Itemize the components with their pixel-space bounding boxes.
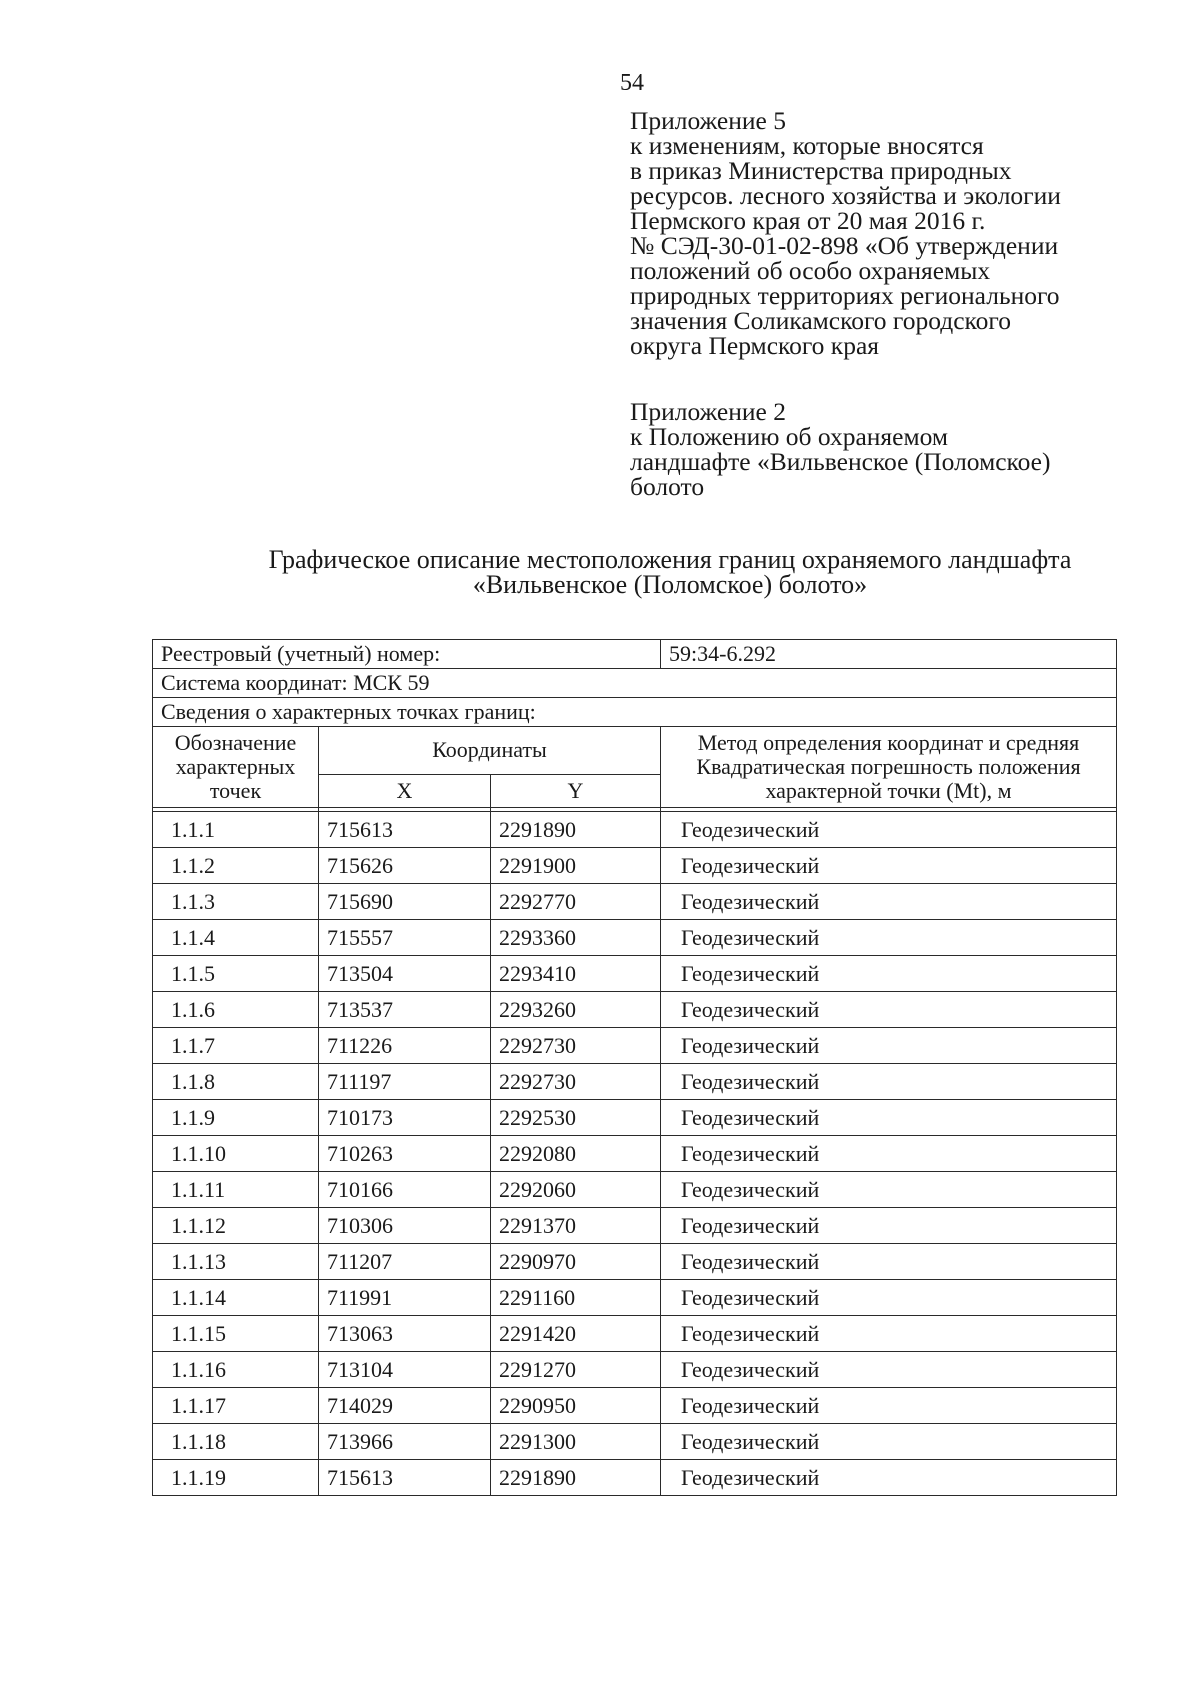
appendix-5-line: округа Пермского края <box>630 331 879 360</box>
point-x: 715626 <box>319 848 491 884</box>
point-name: 1.1.17 <box>153 1388 319 1424</box>
appendix-5-line: Пермского края от 20 мая 2016 г. <box>630 206 986 235</box>
point-name: 1.1.16 <box>153 1352 319 1388</box>
registry-value: 59:34-6.292 <box>661 640 1117 669</box>
point-name: 1.1.3 <box>153 884 319 920</box>
appendix-5-line: № СЭД-30-01-02-898 «Об утверждении <box>630 231 1059 260</box>
point-y: 2290970 <box>491 1244 661 1280</box>
table-row <box>153 884 1117 920</box>
header-designation: Обозначение характерных точек <box>153 727 319 808</box>
table-row <box>153 1028 1117 1064</box>
table-row <box>153 812 1117 848</box>
point-method: Геодезический <box>661 992 1117 1028</box>
point-x: 713504 <box>319 956 491 992</box>
point-name: 1.1.5 <box>153 956 319 992</box>
point-method: Геодезический <box>661 848 1117 884</box>
appendix-5-line: ресурсов. лесного хозяйства и экологии <box>630 181 1061 210</box>
point-y: 2292770 <box>491 884 661 920</box>
point-y: 2291300 <box>491 1424 661 1460</box>
point-x: 713537 <box>319 992 491 1028</box>
point-x: 710166 <box>319 1172 491 1208</box>
table-row <box>153 992 1117 1028</box>
table-row <box>153 956 1117 992</box>
point-name: 1.1.10 <box>153 1136 319 1172</box>
point-method: Геодезический <box>661 812 1117 848</box>
document-title <box>150 547 1190 597</box>
point-x: 715613 <box>319 1460 491 1496</box>
point-name: 1.1.6 <box>153 992 319 1028</box>
point-y: 2291270 <box>491 1352 661 1388</box>
point-name: 1.1.15 <box>153 1316 319 1352</box>
point-method: Геодезический <box>661 1028 1117 1064</box>
point-method: Геодезический <box>661 1244 1117 1280</box>
table-row <box>153 1136 1117 1172</box>
point-y: 2291900 <box>491 848 661 884</box>
point-y: 2291160 <box>491 1280 661 1316</box>
point-method: Геодезический <box>661 956 1117 992</box>
table-row <box>153 1100 1117 1136</box>
table-row <box>153 920 1117 956</box>
table-row <box>153 1352 1117 1388</box>
point-y: 2293360 <box>491 920 661 956</box>
point-method: Геодезический <box>661 1208 1117 1244</box>
point-x: 715690 <box>319 884 491 920</box>
point-method: Геодезический <box>661 1316 1117 1352</box>
point-name: 1.1.14 <box>153 1280 319 1316</box>
point-method: Геодезический <box>661 884 1117 920</box>
appendix-5-line: положений об особо охраняемых <box>630 256 991 285</box>
appendix-5-line: значения Соликамского городского <box>630 306 1011 335</box>
point-x: 711197 <box>319 1064 491 1100</box>
point-x: 714029 <box>319 1388 491 1424</box>
point-y: 2291370 <box>491 1208 661 1244</box>
point-x: 711226 <box>319 1028 491 1064</box>
appendix-5-header <box>630 108 1190 358</box>
point-x: 715557 <box>319 920 491 956</box>
table-row <box>153 1172 1117 1208</box>
point-name: 1.1.11 <box>153 1172 319 1208</box>
point-method: Геодезический <box>661 920 1117 956</box>
appendix-5-line: к изменениям, которые вносятся <box>630 131 984 160</box>
point-method: Геодезический <box>661 1388 1117 1424</box>
appendix-2-header <box>630 399 1190 499</box>
point-method: Геодезический <box>661 1424 1117 1460</box>
point-x: 710173 <box>319 1100 491 1136</box>
page-number: 54 <box>620 70 644 96</box>
appendix-2-line: Приложение 2 <box>630 397 786 426</box>
point-y: 2293260 <box>491 992 661 1028</box>
point-y: 2292080 <box>491 1136 661 1172</box>
coord-system: Система координат: МСК 59 <box>153 669 1117 698</box>
points-info: Сведения о характерных точках границ: <box>153 698 1117 727</box>
registry-row <box>153 640 1117 669</box>
point-name: 1.1.13 <box>153 1244 319 1280</box>
point-y: 2292730 <box>491 1028 661 1064</box>
point-x: 710306 <box>319 1208 491 1244</box>
header-coordinates: Координаты <box>319 727 661 775</box>
point-name: 1.1.19 <box>153 1460 319 1496</box>
point-y: 2290950 <box>491 1388 661 1424</box>
point-method: Геодезический <box>661 1136 1117 1172</box>
coord-system-row <box>153 669 1117 698</box>
table-row <box>153 1244 1117 1280</box>
point-x: 710263 <box>319 1136 491 1172</box>
header-y: Y <box>491 774 661 807</box>
header-x: X <box>319 774 491 807</box>
boundary-points-table <box>152 639 1117 1496</box>
header-row-1 <box>153 727 1117 775</box>
point-y: 2292060 <box>491 1172 661 1208</box>
point-name: 1.1.9 <box>153 1100 319 1136</box>
point-y: 2291890 <box>491 812 661 848</box>
point-x: 713104 <box>319 1352 491 1388</box>
point-y: 2291420 <box>491 1316 661 1352</box>
point-method: Геодезический <box>661 1100 1117 1136</box>
point-name: 1.1.4 <box>153 920 319 956</box>
appendix-5-line: в приказ Министерства природных <box>630 156 1012 185</box>
document-title-line-1: Графическое описание местоположения границ охраняемого ландшафта <box>268 545 1072 574</box>
document-title-line-2: «Вильвенское (Поломское) болото» <box>472 570 868 599</box>
point-method: Геодезический <box>661 1280 1117 1316</box>
point-name: 1.1.12 <box>153 1208 319 1244</box>
table-row <box>153 1064 1117 1100</box>
point-method: Геодезический <box>661 1064 1117 1100</box>
table-row <box>153 1208 1117 1244</box>
appendix-5-line: природных территориях регионального <box>630 281 1060 310</box>
appendix-2-line: ландшафте «Вильвенское (Поломское) <box>630 447 1051 476</box>
point-y: 2292530 <box>491 1100 661 1136</box>
point-name: 1.1.18 <box>153 1424 319 1460</box>
point-x: 711991 <box>319 1280 491 1316</box>
point-name: 1.1.2 <box>153 848 319 884</box>
registry-label: Реестровый (учетный) номер: <box>153 640 661 669</box>
point-name: 1.1.7 <box>153 1028 319 1064</box>
point-x: 713966 <box>319 1424 491 1460</box>
header-method: Метод определения координат и средняя Квадратическая погрешность положения характерной точки (Mt), м <box>661 727 1117 808</box>
table-row <box>153 1388 1117 1424</box>
point-name: 1.1.1 <box>153 812 319 848</box>
point-x: 715613 <box>319 812 491 848</box>
points-info-row <box>153 698 1117 727</box>
point-x: 713063 <box>319 1316 491 1352</box>
table-row <box>153 1460 1117 1496</box>
table-row <box>153 848 1117 884</box>
appendix-2-line: к Положению об охраняемом <box>630 422 949 451</box>
point-y: 2291890 <box>491 1460 661 1496</box>
point-method: Геодезический <box>661 1460 1117 1496</box>
point-name: 1.1.8 <box>153 1064 319 1100</box>
table-row <box>153 1424 1117 1460</box>
point-x: 711207 <box>319 1244 491 1280</box>
table-row <box>153 1280 1117 1316</box>
point-method: Геодезический <box>661 1172 1117 1208</box>
point-y: 2293410 <box>491 956 661 992</box>
appendix-5-line: Приложение 5 <box>630 106 786 135</box>
point-method: Геодезический <box>661 1352 1117 1388</box>
table-row <box>153 1316 1117 1352</box>
appendix-2-line: болото <box>630 472 705 501</box>
point-y: 2292730 <box>491 1064 661 1100</box>
